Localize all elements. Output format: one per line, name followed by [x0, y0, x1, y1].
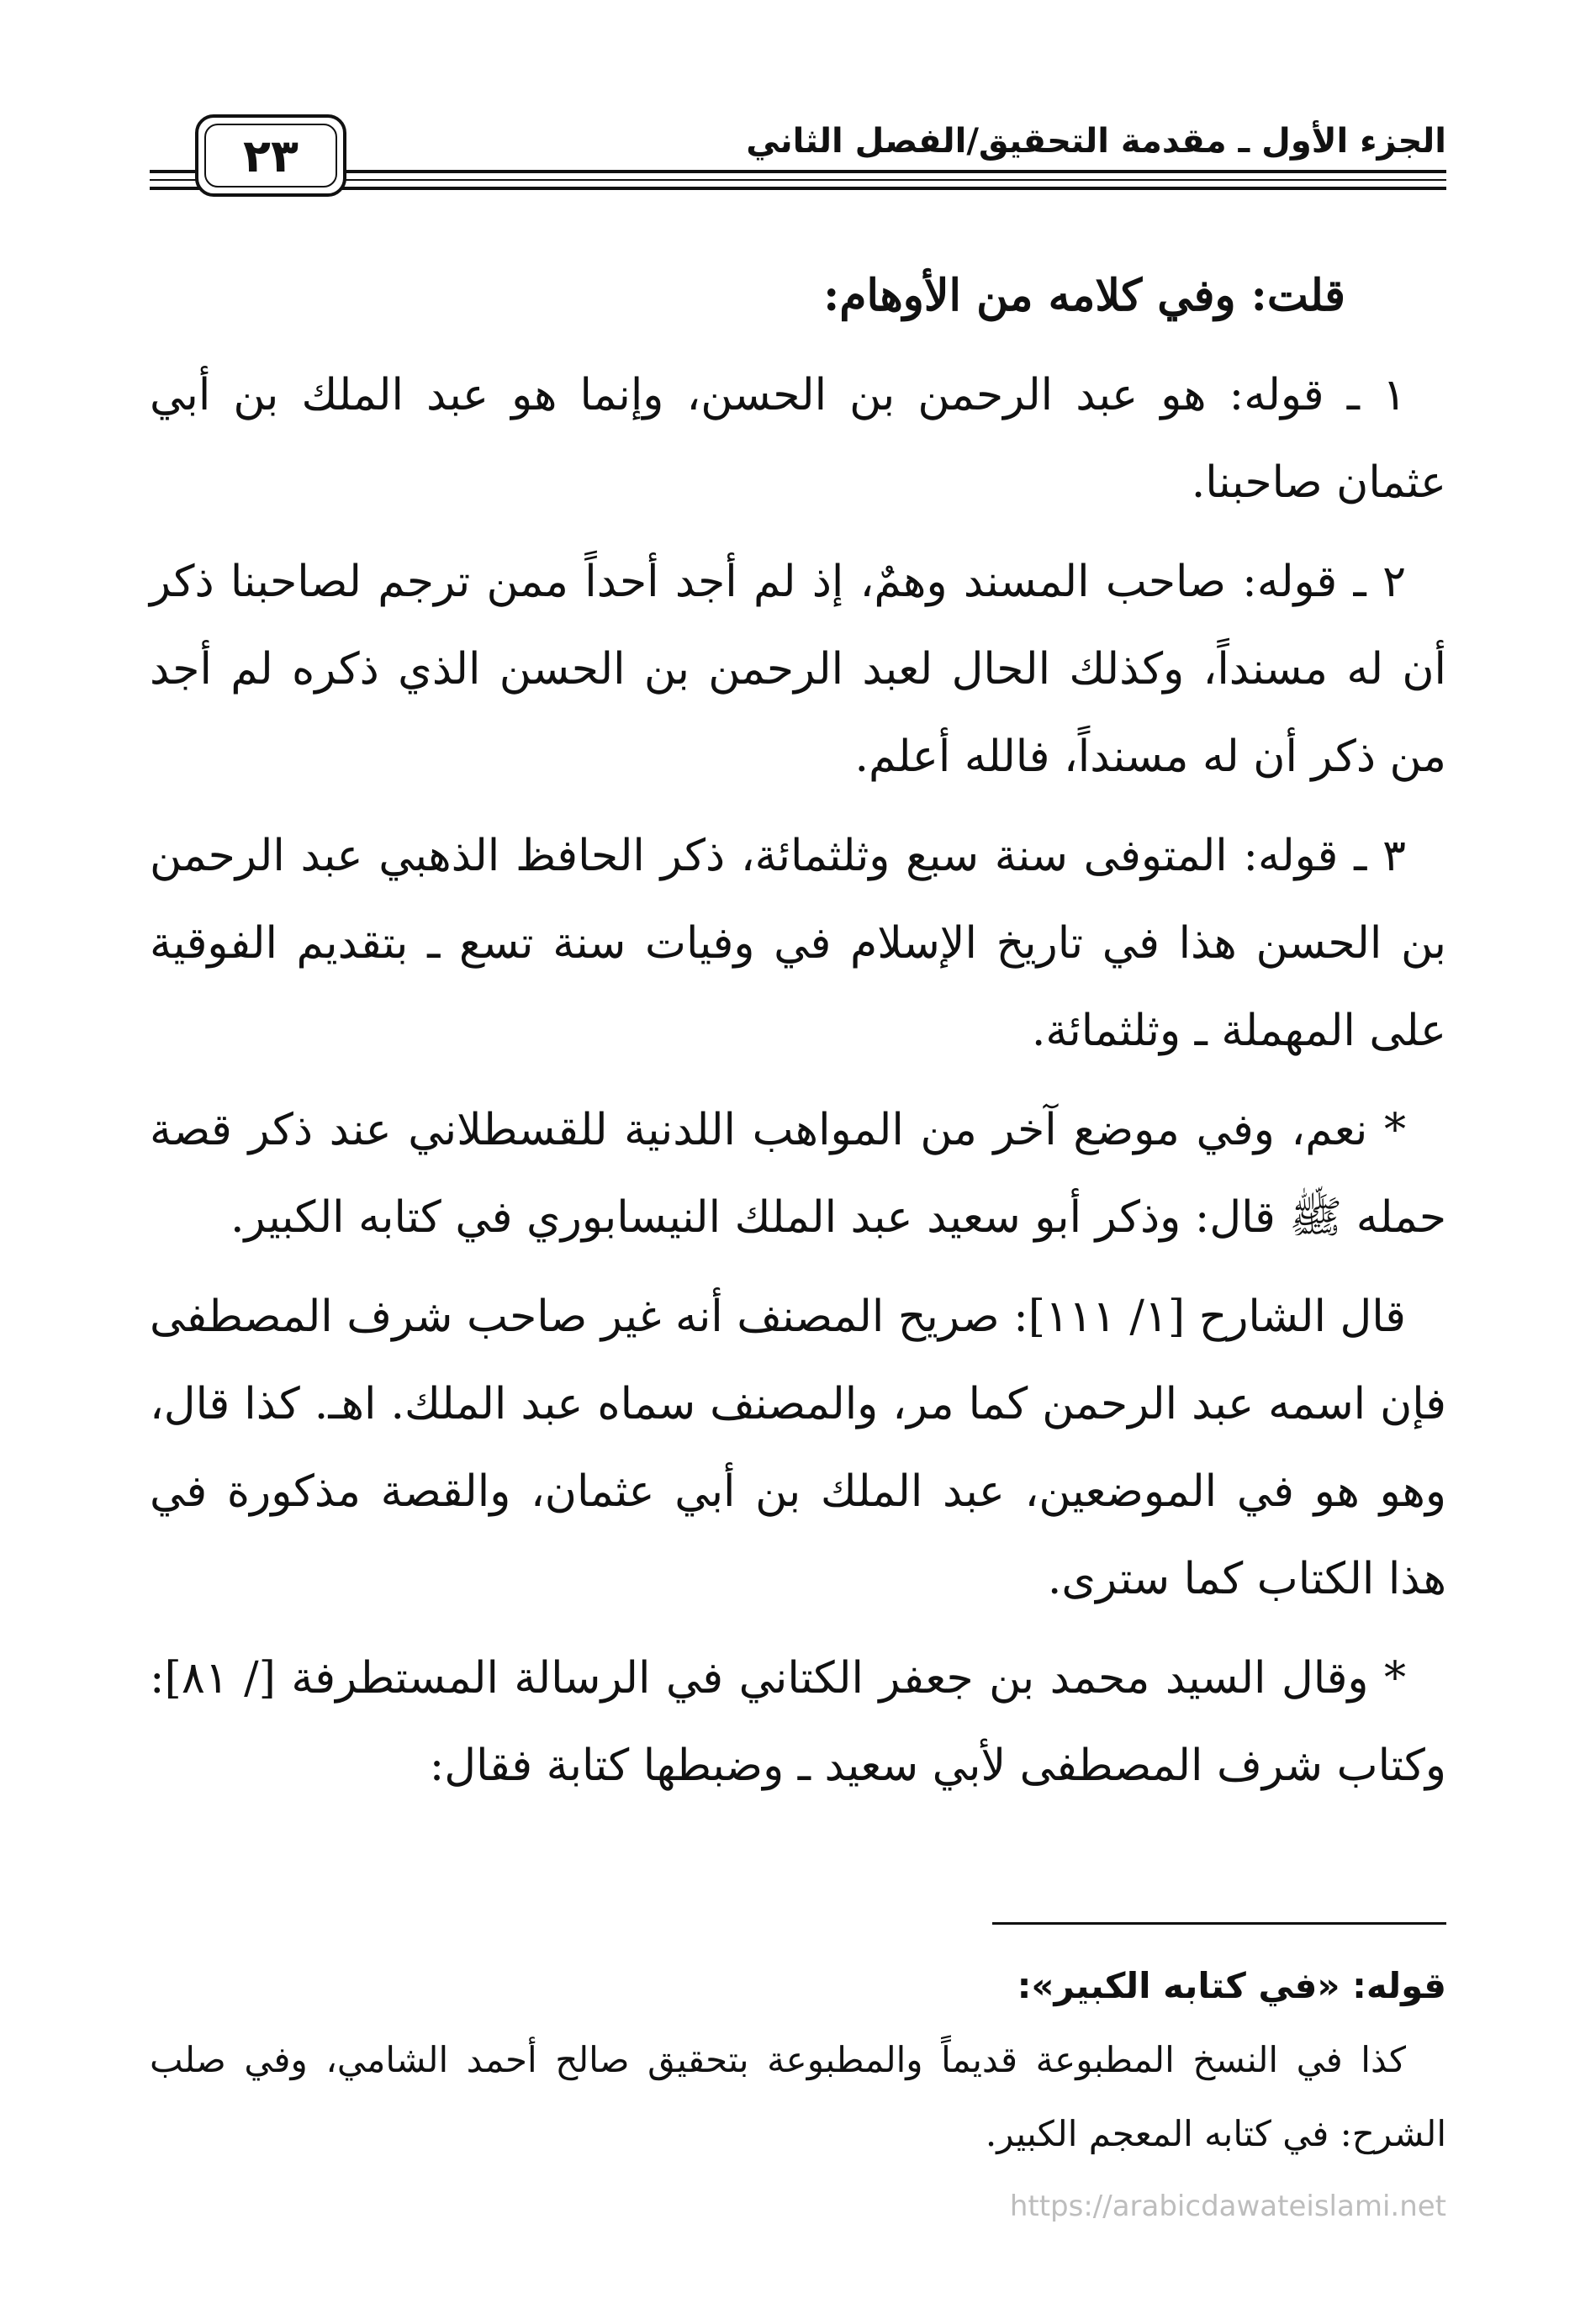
main-text: [150, 252, 1446, 1821]
paragraph-item-1: ١ ـ قوله: هو عبد الرحمن بن الحسن، وإنما هو عبد الملك بن أبي عثمان صاحبنا.: [150, 370, 1446, 508]
footnote-title: قوله: «في كتابه الكبير»:: [1017, 1965, 1446, 2006]
paragraph-note-1: * نعم، وفي موضع آخر من المواهب اللدنية للقسطلاني عند ذكر قصة حمله ﷺ قال: وذكر أبو سعيد عبد الملك النيسابوري في كتابه الكبير.: [150, 1105, 1446, 1243]
paragraph-item-3: ٣ ـ قوله: المتوفى سنة سبع وثلثمائة، ذكر الحافظ الذهبي عبد الرحمن بن الحسن هذا في تاريخ الإسلام في وفيات سنة تسع ـ بتقديم الفوقية على المهملة ـ وثلثمائة.: [150, 831, 1446, 1056]
paragraph-intro: قلت: وفي كلامه من الأوهام:: [823, 270, 1345, 321]
header-rule-bottom: [150, 187, 1446, 190]
watermark-url: https://arabicdawateislami.net: [1009, 2190, 1446, 2223]
paragraph-note-2: * وقال السيد محمد بن جعفر الكتاني في الرسالة المستطرفة [/ ٨١]: وكتاب شرف المصطفى لأبي سعيد ـ وضبطها كتابة فقال:: [150, 1653, 1446, 1791]
paragraph-item-2: ٢ ـ قوله: صاحب المسند وهمٌ، إذ لم أجد أحداً ممن ترجم لصاحبنا ذكر أن له مسنداً، وكذلك الحال لعبد الرحمن بن الحسن الذي ذكره لم أجد من ذكر أن له مسنداً، فالله أعلم.: [150, 557, 1446, 782]
footnote: [150, 1949, 1446, 2171]
paragraph-commentary: قال الشارح [١/ ١١١]: صريح المصنف أنه غير صاحب شرف المصطفى فإن اسمه عبد الرحمن كما مر، والمصنف سماه عبد الملك. اهـ. كذا قال، وهو هو في الموضعين، عبد الملك بن أبي عثمان، والقصة مذكورة في هذا الكتاب كما سترى.: [150, 1292, 1446, 1604]
running-title: الجزء الأول ـ مقدمة التحقيق/الفصل الثاني: [746, 122, 1446, 161]
footnote-separator: [992, 1922, 1446, 1925]
footnote-text: كذا في النسخ المطبوعة قديماً والمطبوعة بتحقيق صالح أحمد الشامي، وفي صلب الشرح: في كتابه المعجم الكبير.: [150, 2039, 1446, 2154]
page-number: ٢٣: [243, 129, 299, 182]
page-number-frame: [195, 114, 346, 197]
